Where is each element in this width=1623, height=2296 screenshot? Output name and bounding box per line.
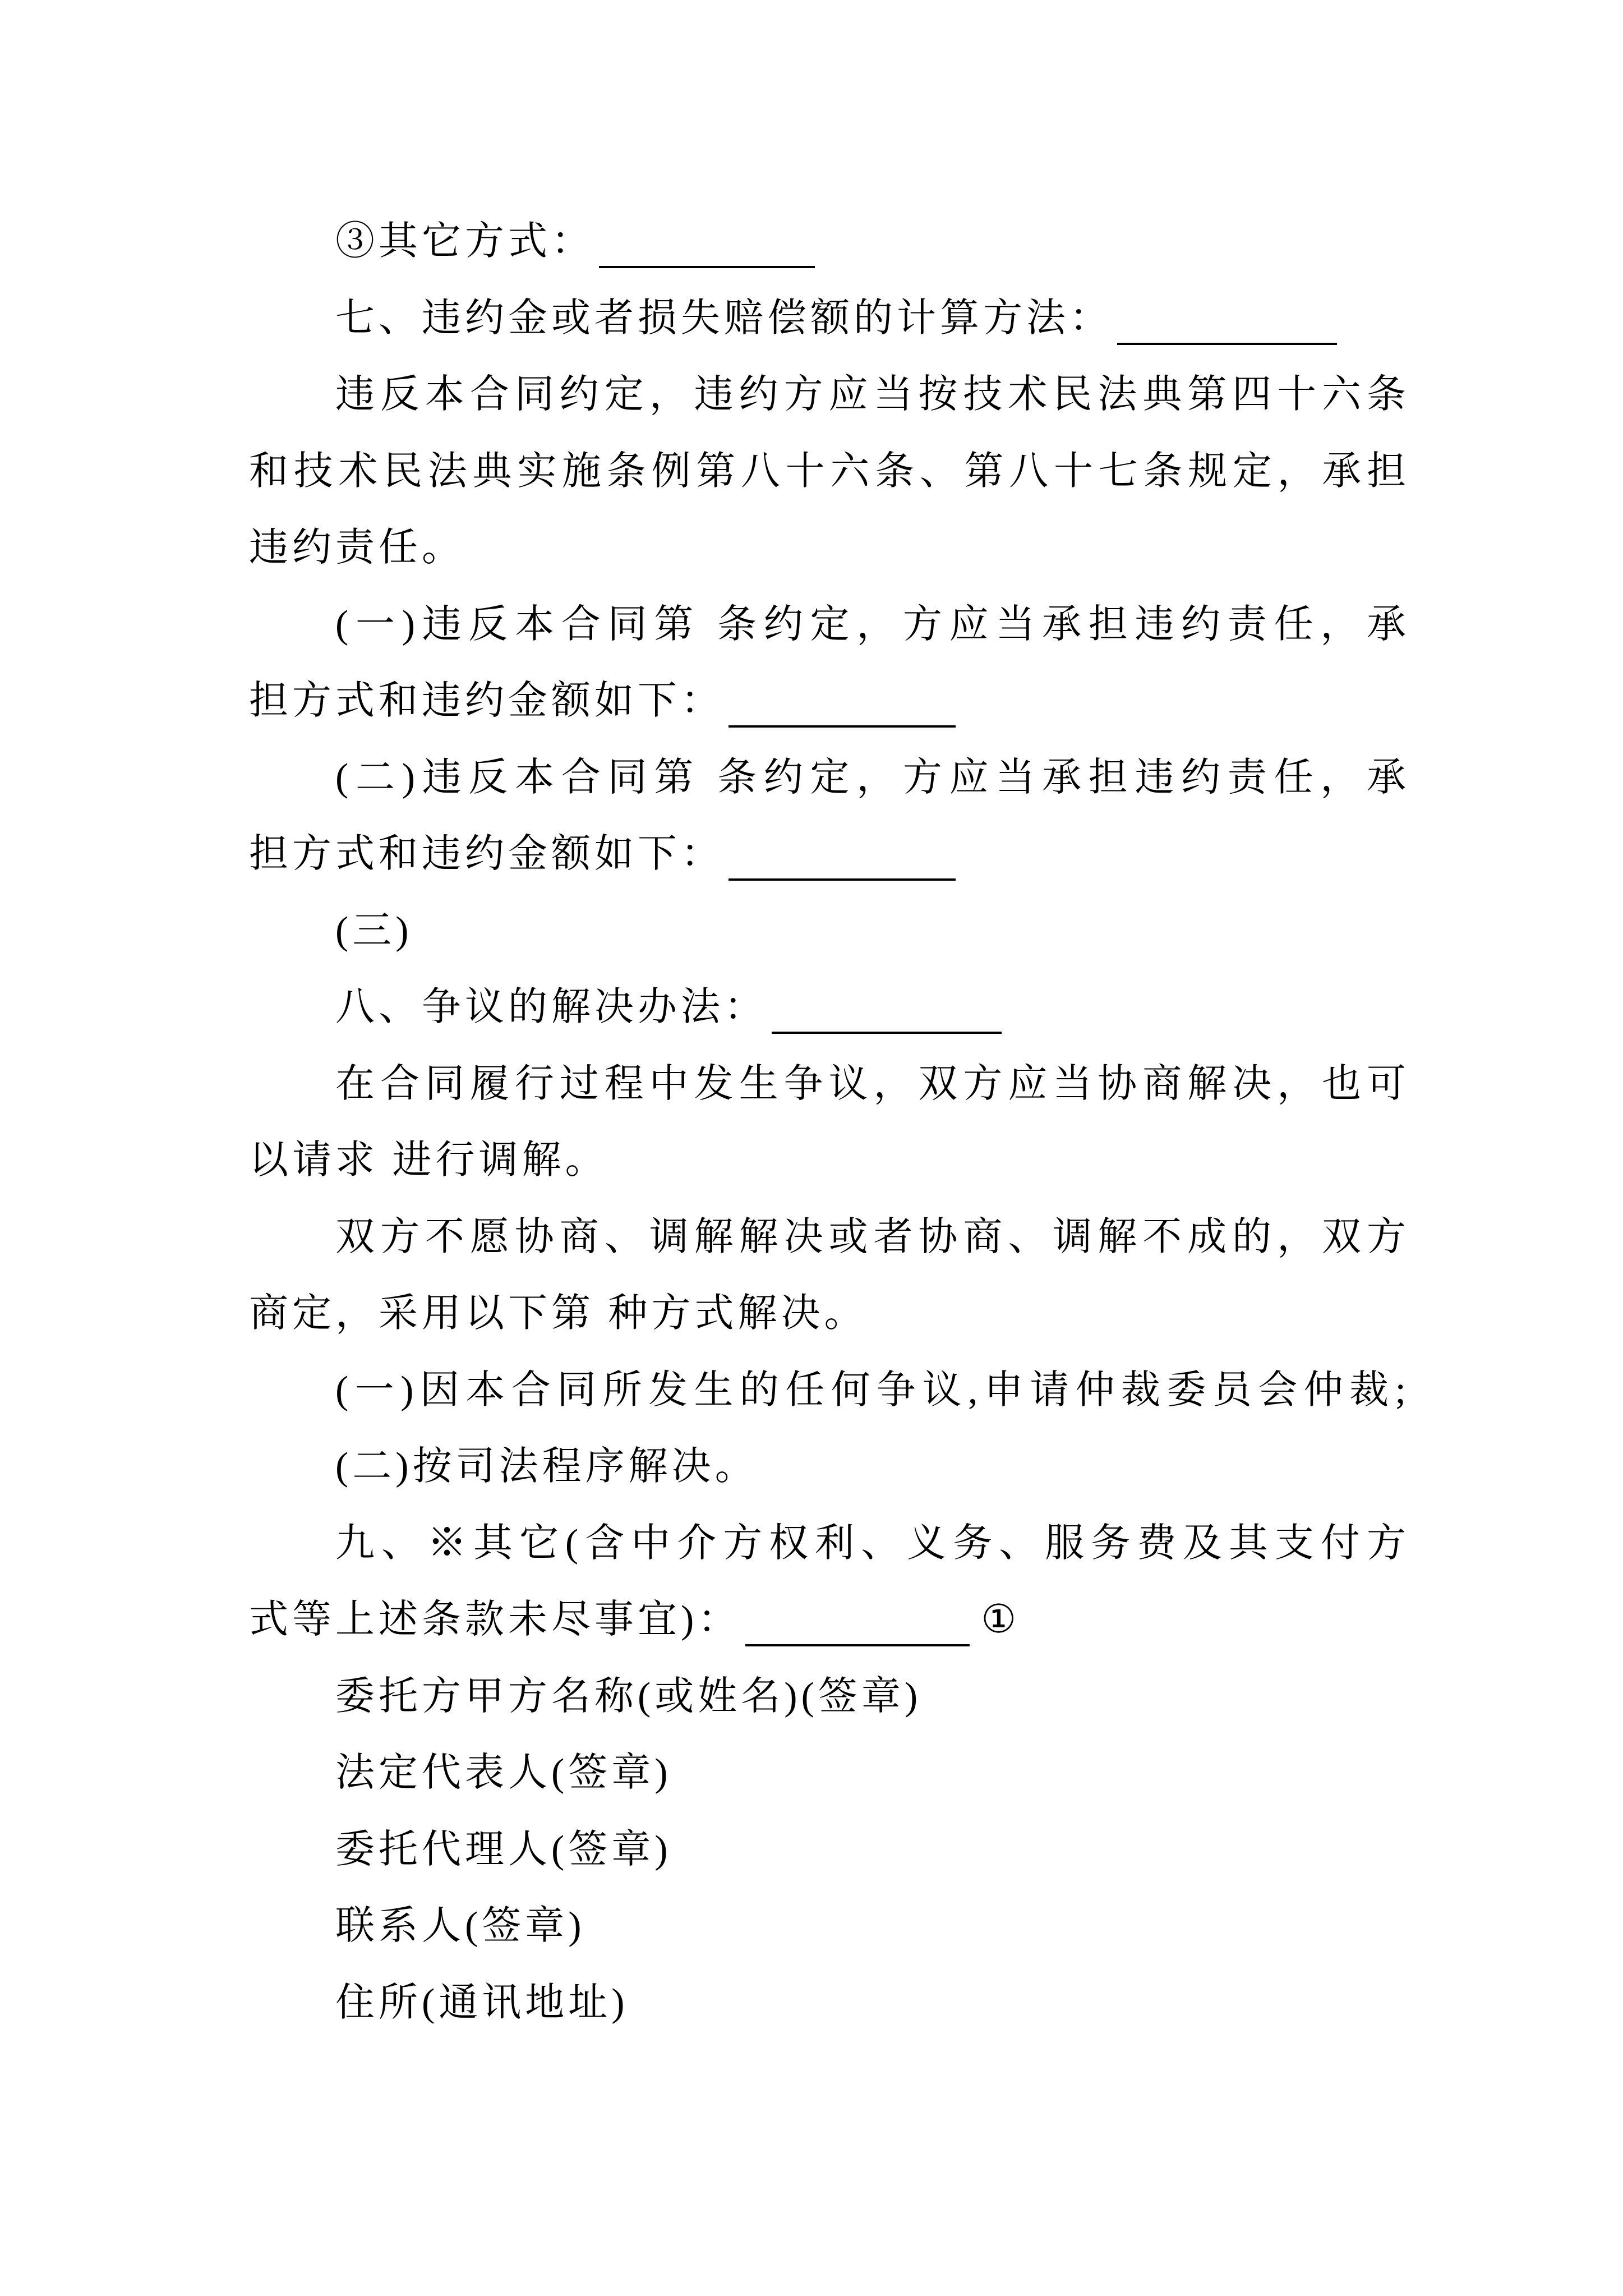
line-text: 双方不愿协商、调解解决或者协商、调解不成的，双方	[335, 1215, 1410, 1259]
text-line	[249, 1506, 1410, 1582]
circled-number: ①	[981, 1598, 1021, 1641]
text-line	[249, 1352, 1410, 1429]
text-line	[249, 1812, 1410, 1889]
text-line	[249, 1199, 1410, 1276]
line-text: 式等上述条款未尽事宜)：	[249, 1598, 741, 1641]
text-line	[249, 1659, 1410, 1736]
text-line	[249, 204, 1410, 280]
blank-underline	[1117, 326, 1337, 344]
text-line	[249, 1582, 1410, 1659]
line-text: 在合同履行过程中发生争议，双方应当协商解决，也可	[335, 1062, 1410, 1106]
line-text: (一)因本合同所发生的任何争议,申请仲裁委员会仲裁;	[335, 1368, 1410, 1412]
blank-underline	[728, 862, 956, 881]
text-line	[249, 969, 1410, 1046]
text-line	[249, 587, 1410, 664]
line-text: 违反本合同约定，违约方应当按技术民法典第四十六条	[335, 373, 1410, 416]
text-line	[249, 893, 1410, 970]
blank-underline	[728, 709, 956, 728]
text-line	[249, 1046, 1410, 1123]
line-text: 法定代表人(签章)	[335, 1751, 672, 1795]
line-text: 委托代理人(签章)	[335, 1828, 672, 1871]
line-text: (二)违反本合同第 条约定，方应当承担违约责任，承	[335, 756, 1410, 799]
line-text: (二)按司法程序解决。	[335, 1445, 758, 1488]
line-text: 七、违约金或者损失赔偿额的计算方法：	[335, 296, 1113, 340]
line-text: 担方式和违约金额如下：	[249, 679, 724, 723]
text-line	[249, 1122, 1410, 1199]
blank-underline	[745, 1628, 970, 1646]
contract-body	[249, 204, 1410, 2041]
line-text: 违约责任。	[249, 526, 465, 569]
line-text: 担方式和违约金额如下：	[249, 832, 724, 876]
line-text: 联系人(签章)	[335, 1904, 585, 1948]
line-text: 委托方甲方名称(或姓名)(签章)	[335, 1674, 922, 1718]
text-line	[249, 1735, 1410, 1812]
line-text: (三)	[335, 909, 413, 953]
text-line	[249, 816, 1410, 893]
line-text: 商定，采用以下第 种方式解决。	[249, 1292, 868, 1335]
text-line	[249, 1276, 1410, 1352]
line-text: 九、※其它(含中介方权利、义务、服务费及其支付方	[335, 1521, 1410, 1565]
text-line	[249, 1965, 1410, 2042]
text-line	[249, 510, 1410, 587]
blank-underline	[599, 250, 815, 268]
line-text: 以请求 进行调解。	[249, 1139, 608, 1182]
text-line	[249, 357, 1410, 434]
text-line	[249, 434, 1410, 510]
text-line	[249, 663, 1410, 740]
text-line	[249, 1888, 1410, 1965]
line-text: 八、争议的解决办法：	[335, 986, 767, 1029]
text-line	[249, 280, 1410, 357]
text-line	[249, 740, 1410, 817]
blank-underline	[772, 1015, 1002, 1034]
line-text: ③其它方式：	[335, 220, 594, 263]
line-text: (一)违反本合同第 条约定，方应当承担违约责任，承	[335, 602, 1410, 646]
line-text: 和技术民法典实施条例第八十六条、第八十七条规定，承担	[249, 449, 1410, 493]
text-line	[249, 1429, 1410, 1506]
line-text: 住所(通讯地址)	[335, 1981, 629, 2024]
